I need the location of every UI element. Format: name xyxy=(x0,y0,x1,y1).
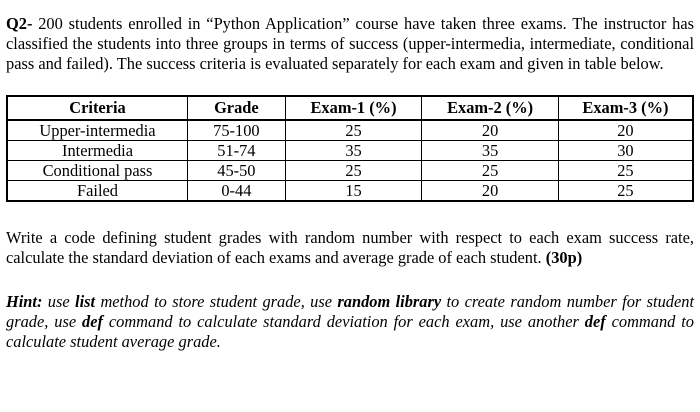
cell-grade: 45-50 xyxy=(188,161,286,181)
cell-exam-1: 25 xyxy=(285,161,422,181)
cell-criteria: Intermedia xyxy=(7,141,188,161)
hint-text: to create random number for student grade, use xyxy=(6,292,694,331)
cell-exam-2: 20 xyxy=(422,120,559,141)
cell-exam-3: 30 xyxy=(558,141,693,161)
cell-grade: 0-44 xyxy=(188,181,286,202)
cell-exam-2: 20 xyxy=(422,181,559,202)
cell-criteria: Upper-intermedia xyxy=(7,120,188,141)
header-exam-2: Exam-2 (%) xyxy=(422,96,559,120)
cell-criteria: Failed xyxy=(7,181,188,202)
cell-exam-1: 15 xyxy=(285,181,422,202)
cell-criteria: Conditional pass xyxy=(7,161,188,181)
cell-exam-3: 25 xyxy=(558,161,693,181)
task-paragraph xyxy=(6,228,694,268)
table-row xyxy=(7,141,693,161)
header-exam-3: Exam-3 (%) xyxy=(558,96,693,120)
success-criteria-table xyxy=(6,95,694,202)
table-row xyxy=(7,120,693,141)
header-criteria: Criteria xyxy=(7,96,188,120)
header-exam-1: Exam-1 (%) xyxy=(285,96,422,120)
cell-exam-3: 20 xyxy=(558,120,693,141)
hint-text: use xyxy=(42,292,76,311)
question-label: Q2- xyxy=(6,14,33,33)
cell-grade: 75-100 xyxy=(188,120,286,141)
hint-keyword-random-library: random library xyxy=(337,292,442,311)
question-text: 200 students enrolled in “Python Application” course have taken three exams. The instructor has classified the students into three groups in terms of success (upper-intermedia, intermediate, conditional pass and failed). The success criteria is evaluated separately for each exam and given in table below. xyxy=(6,14,694,73)
cell-exam-1: 25 xyxy=(285,120,422,141)
question-paragraph xyxy=(6,14,694,74)
hint-keyword-def: def xyxy=(82,312,103,331)
table-row xyxy=(7,161,693,181)
cell-exam-2: 25 xyxy=(422,161,559,181)
table-row xyxy=(7,181,693,202)
task-points: (30p) xyxy=(545,248,583,267)
cell-exam-2: 35 xyxy=(422,141,559,161)
table-header-row xyxy=(7,96,693,120)
task-text: Write a code defining student grades with random number with respect to each exam success rate, calculate the standard deviation of each exams and average grade of each student. xyxy=(6,228,694,267)
hint-text: command to calculate student average grade. xyxy=(6,312,694,351)
hint-keyword-def: def xyxy=(584,312,606,331)
hint-paragraph xyxy=(6,292,694,352)
hint-keyword-list: list xyxy=(75,292,96,311)
cell-grade: 51-74 xyxy=(188,141,286,161)
cell-exam-3: 25 xyxy=(558,181,693,202)
hint-text: command to calculate standard deviation for each exam, use another xyxy=(102,312,585,331)
hint-text: method to store student grade, use xyxy=(95,292,338,311)
hint-label: Hint: xyxy=(6,292,43,311)
header-grade: Grade xyxy=(188,96,286,120)
cell-exam-1: 35 xyxy=(285,141,422,161)
